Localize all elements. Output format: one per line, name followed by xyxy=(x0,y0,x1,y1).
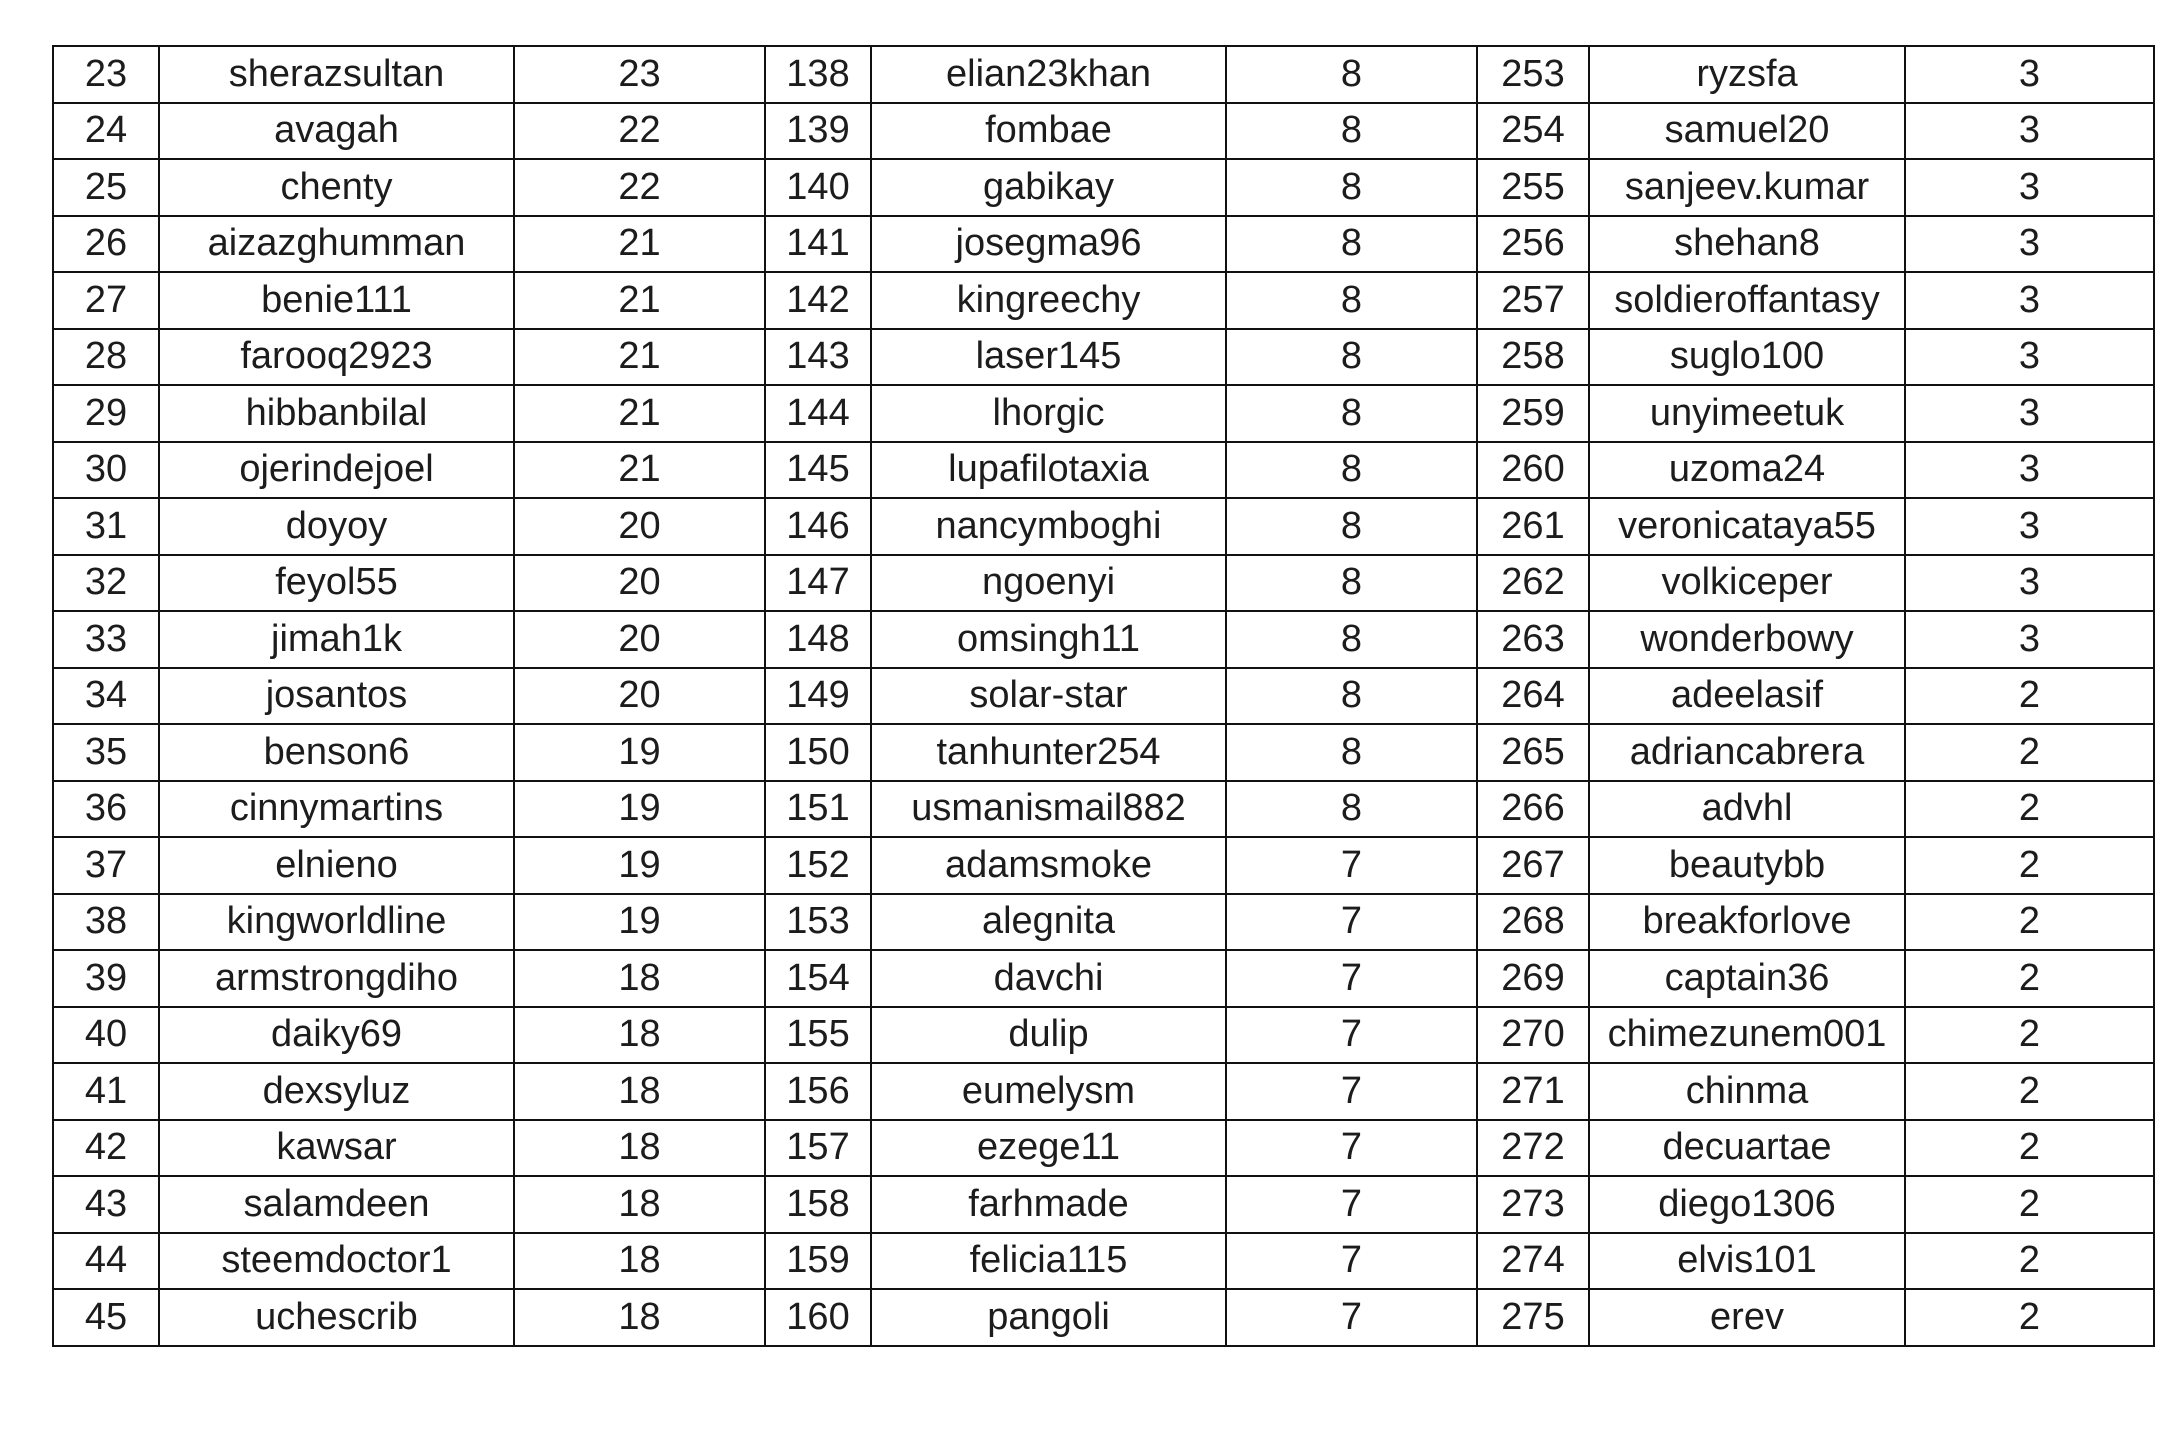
username-cell: steemdoctor1 xyxy=(159,1233,514,1290)
username-cell: kawsar xyxy=(159,1120,514,1177)
username-cell: usmanismail882 xyxy=(871,781,1226,838)
count-cell: 21 xyxy=(514,385,765,442)
username-cell: jimah1k xyxy=(159,611,514,668)
table-row xyxy=(53,329,2154,386)
count-cell: 2 xyxy=(1905,1289,2154,1346)
username-cell: kingworldline xyxy=(159,894,514,951)
rank-cell: 267 xyxy=(1477,837,1589,894)
count-cell: 20 xyxy=(514,611,765,668)
username-cell: unyimeetuk xyxy=(1589,385,1905,442)
rank-cell: 253 xyxy=(1477,46,1589,103)
username-cell: lhorgic xyxy=(871,385,1226,442)
count-cell: 8 xyxy=(1226,272,1477,329)
count-cell: 2 xyxy=(1905,894,2154,951)
username-cell: erev xyxy=(1589,1289,1905,1346)
rank-cell: 260 xyxy=(1477,442,1589,499)
count-cell: 2 xyxy=(1905,781,2154,838)
username-cell: avagah xyxy=(159,103,514,160)
rank-cell: 28 xyxy=(53,329,159,386)
count-cell: 8 xyxy=(1226,498,1477,555)
rank-cell: 146 xyxy=(765,498,871,555)
username-cell: uzoma24 xyxy=(1589,442,1905,499)
rank-cell: 143 xyxy=(765,329,871,386)
username-cell: josantos xyxy=(159,668,514,725)
count-cell: 8 xyxy=(1226,668,1477,725)
username-cell: ngoenyi xyxy=(871,555,1226,612)
rank-cell: 33 xyxy=(53,611,159,668)
table-row xyxy=(53,894,2154,951)
table-row xyxy=(53,555,2154,612)
rank-cell: 274 xyxy=(1477,1233,1589,1290)
rank-cell: 23 xyxy=(53,46,159,103)
username-cell: farooq2923 xyxy=(159,329,514,386)
rank-cell: 264 xyxy=(1477,668,1589,725)
username-cell: solar-star xyxy=(871,668,1226,725)
count-cell: 8 xyxy=(1226,103,1477,160)
count-cell: 7 xyxy=(1226,1289,1477,1346)
username-cell: benie111 xyxy=(159,272,514,329)
username-cell: adriancabrera xyxy=(1589,724,1905,781)
count-cell: 3 xyxy=(1905,442,2154,499)
count-cell: 3 xyxy=(1905,611,2154,668)
username-cell: adeelasif xyxy=(1589,668,1905,725)
rank-cell: 39 xyxy=(53,950,159,1007)
username-cell: elnieno xyxy=(159,837,514,894)
count-cell: 18 xyxy=(514,1120,765,1177)
count-cell: 2 xyxy=(1905,1176,2154,1233)
rank-cell: 157 xyxy=(765,1120,871,1177)
count-cell: 7 xyxy=(1226,837,1477,894)
username-cell: uchescrib xyxy=(159,1289,514,1346)
rank-cell: 266 xyxy=(1477,781,1589,838)
count-cell: 23 xyxy=(514,46,765,103)
rank-cell: 25 xyxy=(53,159,159,216)
table-row xyxy=(53,668,2154,725)
username-cell: sherazsultan xyxy=(159,46,514,103)
count-cell: 3 xyxy=(1905,103,2154,160)
count-cell: 20 xyxy=(514,555,765,612)
count-cell: 2 xyxy=(1905,668,2154,725)
rank-cell: 34 xyxy=(53,668,159,725)
count-cell: 8 xyxy=(1226,216,1477,273)
username-cell: tanhunter254 xyxy=(871,724,1226,781)
username-cell: farhmade xyxy=(871,1176,1226,1233)
username-cell: beautybb xyxy=(1589,837,1905,894)
username-cell: breakforlove xyxy=(1589,894,1905,951)
rank-cell: 273 xyxy=(1477,1176,1589,1233)
username-cell: chinma xyxy=(1589,1063,1905,1120)
count-cell: 18 xyxy=(514,1176,765,1233)
count-cell: 3 xyxy=(1905,46,2154,103)
ranking-table xyxy=(52,45,2155,1347)
rank-cell: 32 xyxy=(53,555,159,612)
username-cell: soldieroffantasy xyxy=(1589,272,1905,329)
username-cell: laser145 xyxy=(871,329,1226,386)
count-cell: 20 xyxy=(514,498,765,555)
rank-cell: 158 xyxy=(765,1176,871,1233)
count-cell: 3 xyxy=(1905,555,2154,612)
rank-cell: 145 xyxy=(765,442,871,499)
rank-cell: 35 xyxy=(53,724,159,781)
rank-cell: 270 xyxy=(1477,1007,1589,1064)
count-cell: 19 xyxy=(514,837,765,894)
table-row xyxy=(53,46,2154,103)
table-row xyxy=(53,442,2154,499)
username-cell: shehan8 xyxy=(1589,216,1905,273)
count-cell: 8 xyxy=(1226,46,1477,103)
rank-cell: 26 xyxy=(53,216,159,273)
rank-cell: 141 xyxy=(765,216,871,273)
rank-cell: 147 xyxy=(765,555,871,612)
table-row xyxy=(53,1063,2154,1120)
rank-cell: 142 xyxy=(765,272,871,329)
username-cell: aizazghumman xyxy=(159,216,514,273)
count-cell: 3 xyxy=(1905,272,2154,329)
rank-cell: 263 xyxy=(1477,611,1589,668)
rank-cell: 144 xyxy=(765,385,871,442)
rank-cell: 152 xyxy=(765,837,871,894)
table-row xyxy=(53,103,2154,160)
username-cell: suglo100 xyxy=(1589,329,1905,386)
count-cell: 8 xyxy=(1226,781,1477,838)
rank-cell: 31 xyxy=(53,498,159,555)
table-row xyxy=(53,837,2154,894)
count-cell: 2 xyxy=(1905,1233,2154,1290)
rank-cell: 261 xyxy=(1477,498,1589,555)
count-cell: 7 xyxy=(1226,950,1477,1007)
count-cell: 8 xyxy=(1226,159,1477,216)
table-row xyxy=(53,1289,2154,1346)
count-cell: 2 xyxy=(1905,1007,2154,1064)
username-cell: gabikay xyxy=(871,159,1226,216)
table-row xyxy=(53,1176,2154,1233)
username-cell: adamsmoke xyxy=(871,837,1226,894)
username-cell: diego1306 xyxy=(1589,1176,1905,1233)
rank-cell: 262 xyxy=(1477,555,1589,612)
count-cell: 3 xyxy=(1905,216,2154,273)
username-cell: eumelysm xyxy=(871,1063,1226,1120)
rank-cell: 275 xyxy=(1477,1289,1589,1346)
username-cell: omsingh11 xyxy=(871,611,1226,668)
rank-cell: 265 xyxy=(1477,724,1589,781)
count-cell: 8 xyxy=(1226,555,1477,612)
rank-cell: 24 xyxy=(53,103,159,160)
table-row xyxy=(53,724,2154,781)
username-cell: decuartae xyxy=(1589,1120,1905,1177)
rank-cell: 44 xyxy=(53,1233,159,1290)
count-cell: 21 xyxy=(514,272,765,329)
count-cell: 18 xyxy=(514,1007,765,1064)
username-cell: pangoli xyxy=(871,1289,1226,1346)
rank-cell: 139 xyxy=(765,103,871,160)
username-cell: hibbanbilal xyxy=(159,385,514,442)
table-row xyxy=(53,1007,2154,1064)
table-row xyxy=(53,950,2154,1007)
table-row xyxy=(53,159,2154,216)
username-cell: fombae xyxy=(871,103,1226,160)
username-cell: dexsyluz xyxy=(159,1063,514,1120)
rank-cell: 37 xyxy=(53,837,159,894)
username-cell: sanjeev.kumar xyxy=(1589,159,1905,216)
rank-cell: 30 xyxy=(53,442,159,499)
count-cell: 21 xyxy=(514,216,765,273)
count-cell: 2 xyxy=(1905,950,2154,1007)
table-row xyxy=(53,611,2154,668)
count-cell: 19 xyxy=(514,724,765,781)
table-row xyxy=(53,385,2154,442)
count-cell: 7 xyxy=(1226,1120,1477,1177)
rank-cell: 149 xyxy=(765,668,871,725)
username-cell: armstrongdiho xyxy=(159,950,514,1007)
count-cell: 18 xyxy=(514,1289,765,1346)
rank-cell: 271 xyxy=(1477,1063,1589,1120)
count-cell: 2 xyxy=(1905,837,2154,894)
username-cell: volkiceper xyxy=(1589,555,1905,612)
username-cell: feyol55 xyxy=(159,555,514,612)
count-cell: 2 xyxy=(1905,724,2154,781)
count-cell: 18 xyxy=(514,950,765,1007)
username-cell: josegma96 xyxy=(871,216,1226,273)
count-cell: 7 xyxy=(1226,894,1477,951)
username-cell: elian23khan xyxy=(871,46,1226,103)
username-cell: ojerindejoel xyxy=(159,442,514,499)
rank-cell: 138 xyxy=(765,46,871,103)
count-cell: 8 xyxy=(1226,385,1477,442)
username-cell: kingreechy xyxy=(871,272,1226,329)
username-cell: elvis101 xyxy=(1589,1233,1905,1290)
count-cell: 19 xyxy=(514,894,765,951)
username-cell: alegnita xyxy=(871,894,1226,951)
count-cell: 18 xyxy=(514,1063,765,1120)
rank-cell: 257 xyxy=(1477,272,1589,329)
rank-cell: 36 xyxy=(53,781,159,838)
count-cell: 21 xyxy=(514,329,765,386)
username-cell: ezege11 xyxy=(871,1120,1226,1177)
rank-cell: 254 xyxy=(1477,103,1589,160)
rank-cell: 259 xyxy=(1477,385,1589,442)
rank-cell: 150 xyxy=(765,724,871,781)
rank-cell: 159 xyxy=(765,1233,871,1290)
count-cell: 20 xyxy=(514,668,765,725)
count-cell: 3 xyxy=(1905,159,2154,216)
count-cell: 8 xyxy=(1226,442,1477,499)
rank-cell: 255 xyxy=(1477,159,1589,216)
count-cell: 18 xyxy=(514,1233,765,1290)
rank-cell: 256 xyxy=(1477,216,1589,273)
rank-cell: 148 xyxy=(765,611,871,668)
count-cell: 7 xyxy=(1226,1063,1477,1120)
rank-cell: 272 xyxy=(1477,1120,1589,1177)
count-cell: 2 xyxy=(1905,1063,2154,1120)
username-cell: veronicataya55 xyxy=(1589,498,1905,555)
username-cell: felicia115 xyxy=(871,1233,1226,1290)
table-row xyxy=(53,272,2154,329)
username-cell: daiky69 xyxy=(159,1007,514,1064)
count-cell: 22 xyxy=(514,159,765,216)
rank-cell: 269 xyxy=(1477,950,1589,1007)
username-cell: cinnymartins xyxy=(159,781,514,838)
username-cell: captain36 xyxy=(1589,950,1905,1007)
rank-cell: 153 xyxy=(765,894,871,951)
username-cell: ryzsfa xyxy=(1589,46,1905,103)
count-cell: 8 xyxy=(1226,611,1477,668)
count-cell: 19 xyxy=(514,781,765,838)
username-cell: samuel20 xyxy=(1589,103,1905,160)
count-cell: 7 xyxy=(1226,1233,1477,1290)
rank-cell: 42 xyxy=(53,1120,159,1177)
count-cell: 3 xyxy=(1905,385,2154,442)
username-cell: advhl xyxy=(1589,781,1905,838)
rank-cell: 154 xyxy=(765,950,871,1007)
count-cell: 8 xyxy=(1226,724,1477,781)
username-cell: lupafilotaxia xyxy=(871,442,1226,499)
rank-cell: 43 xyxy=(53,1176,159,1233)
username-cell: salamdeen xyxy=(159,1176,514,1233)
rank-cell: 40 xyxy=(53,1007,159,1064)
rank-cell: 140 xyxy=(765,159,871,216)
rank-cell: 45 xyxy=(53,1289,159,1346)
username-cell: chimezunem001 xyxy=(1589,1007,1905,1064)
count-cell: 21 xyxy=(514,442,765,499)
username-cell: doyoy xyxy=(159,498,514,555)
username-cell: dulip xyxy=(871,1007,1226,1064)
username-cell: nancymboghi xyxy=(871,498,1226,555)
table-body xyxy=(53,46,2154,1346)
count-cell: 3 xyxy=(1905,329,2154,386)
rank-cell: 160 xyxy=(765,1289,871,1346)
table-row xyxy=(53,781,2154,838)
rank-cell: 29 xyxy=(53,385,159,442)
rank-cell: 155 xyxy=(765,1007,871,1064)
username-cell: chenty xyxy=(159,159,514,216)
username-cell: davchi xyxy=(871,950,1226,1007)
rank-cell: 156 xyxy=(765,1063,871,1120)
rank-cell: 38 xyxy=(53,894,159,951)
count-cell: 8 xyxy=(1226,329,1477,386)
table-row xyxy=(53,1233,2154,1290)
count-cell: 7 xyxy=(1226,1176,1477,1233)
table-row xyxy=(53,498,2154,555)
table-row xyxy=(53,216,2154,273)
username-cell: benson6 xyxy=(159,724,514,781)
rank-cell: 41 xyxy=(53,1063,159,1120)
rank-cell: 27 xyxy=(53,272,159,329)
count-cell: 3 xyxy=(1905,498,2154,555)
table-row xyxy=(53,1120,2154,1177)
count-cell: 2 xyxy=(1905,1120,2154,1177)
rank-cell: 258 xyxy=(1477,329,1589,386)
rank-cell: 268 xyxy=(1477,894,1589,951)
count-cell: 7 xyxy=(1226,1007,1477,1064)
username-cell: wonderbowy xyxy=(1589,611,1905,668)
count-cell: 22 xyxy=(514,103,765,160)
rank-cell: 151 xyxy=(765,781,871,838)
